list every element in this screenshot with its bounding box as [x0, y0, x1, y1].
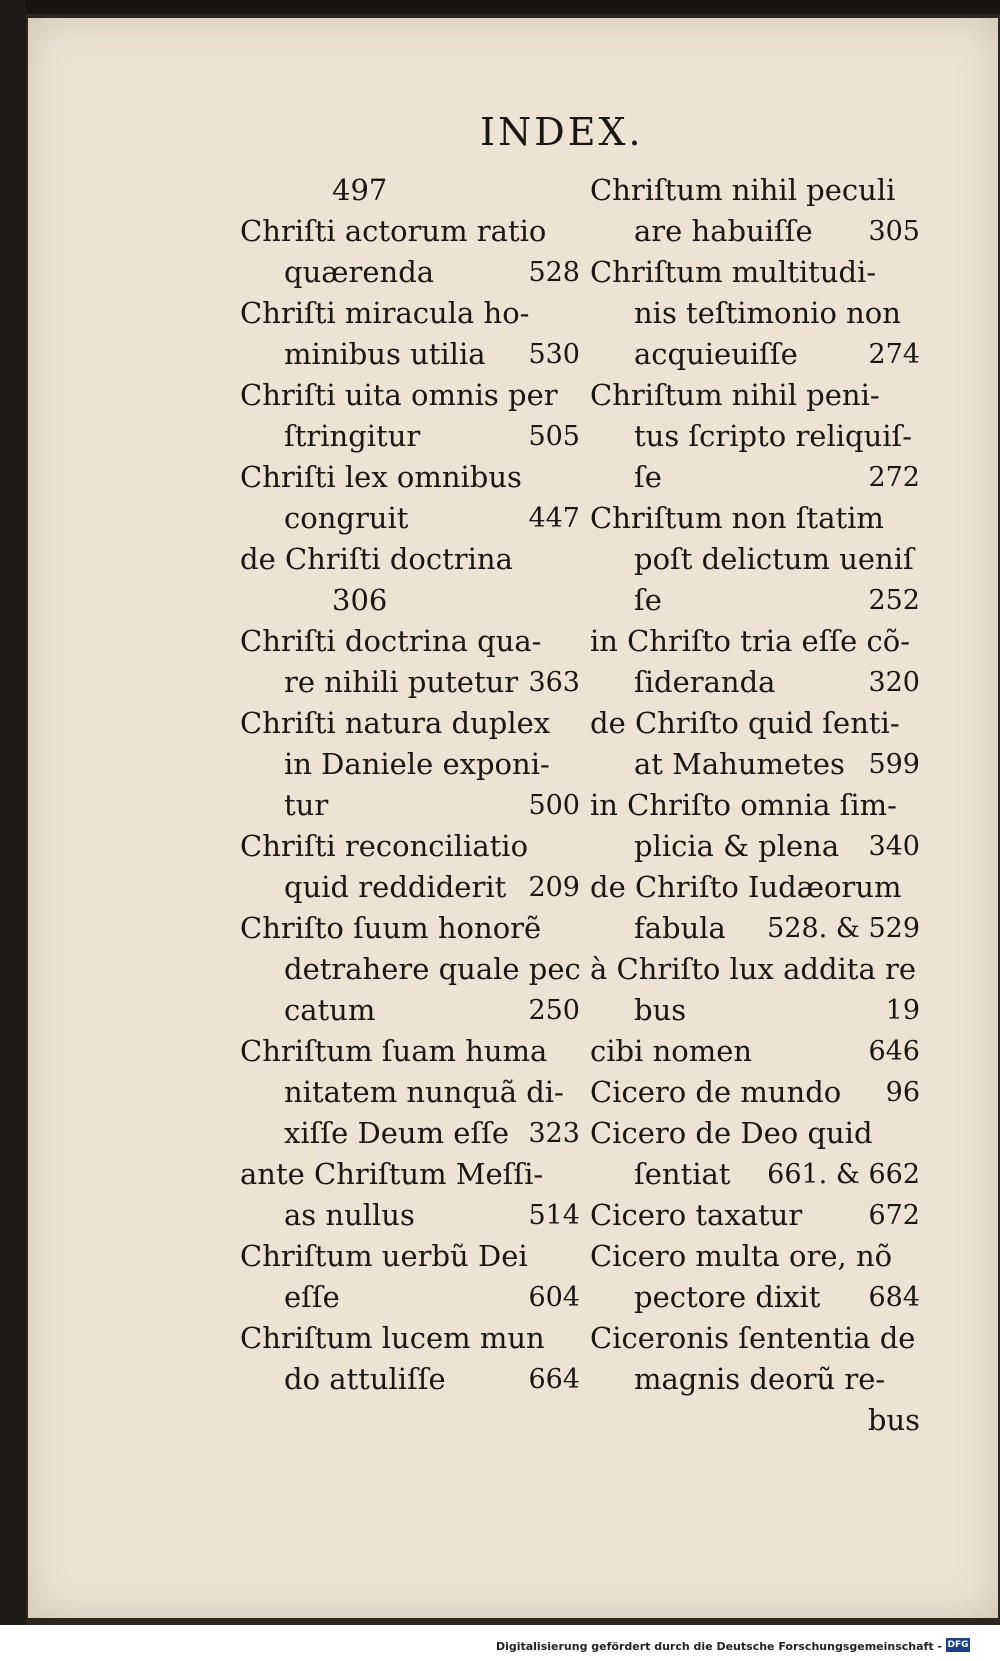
index-entry-line	[590, 908, 920, 949]
index-entry-text: as nullus	[284, 1198, 415, 1232]
index-entry-text: eſſe	[284, 1280, 340, 1314]
index-entry-text: xiſſe Deum eſſe	[284, 1116, 510, 1150]
index-entry-text: poſt delictum ueniſ	[634, 542, 914, 576]
index-entry-text: ſtringitur	[284, 419, 421, 453]
index-entry-text: in Chriſto tria eſſe cõ-	[590, 624, 911, 658]
index-entry-text: à Chriſto lux addita re	[590, 952, 916, 986]
index-page-number: 323	[528, 1118, 580, 1149]
index-entry-text: cibi nomen	[590, 1034, 753, 1068]
index-entry-text: Ciceronis ſententia de	[590, 1321, 916, 1355]
index-entry-line	[590, 293, 920, 334]
index-page-number: 528	[528, 257, 580, 288]
index-entry-line	[590, 744, 920, 785]
index-entry-text: Chriſti lex omnibus	[240, 460, 522, 494]
index-entry-text: Cicero taxatur	[590, 1198, 803, 1232]
index-entry-text: Chriſti miracula ho-	[240, 296, 530, 330]
index-entry-line	[590, 1113, 920, 1154]
index-page-number: 505	[528, 421, 580, 452]
index-page-number: 363	[528, 667, 580, 698]
index-entry-text: magnis deorũ re-	[634, 1362, 886, 1396]
index-entry-text: Chriſti reconciliatio	[240, 829, 529, 863]
index-entry-line	[240, 1318, 580, 1359]
index-page-number: 530	[528, 339, 580, 370]
index-entry-text: pectore dixit	[634, 1280, 821, 1314]
index-page-number: 305	[868, 216, 920, 247]
index-entry-line	[590, 1031, 920, 1072]
index-entry-line	[240, 457, 580, 498]
index-entry-line	[240, 949, 580, 990]
index-entry-text: nis teſtimonio non	[634, 296, 901, 330]
book-spine	[0, 0, 26, 1661]
index-entry-line	[590, 498, 920, 539]
index-entry-text: do attuliſſe	[284, 1362, 446, 1396]
index-entry-line	[590, 375, 920, 416]
index-entry-text: quærenda	[284, 255, 435, 289]
index-entry-line	[590, 416, 920, 457]
index-entry-text: ſe	[634, 583, 662, 617]
index-entry-line	[590, 580, 920, 621]
index-entry-line	[240, 498, 580, 539]
index-entry-text: in Daniele exponi-	[284, 747, 550, 781]
index-entry-line	[240, 1072, 580, 1113]
index-entry-line	[590, 949, 920, 990]
index-entry-line	[590, 867, 920, 908]
index-entry-text: Chriſtum lucem mun	[240, 1321, 545, 1355]
index-entry-line	[590, 334, 920, 375]
index-page-number: 604	[528, 1282, 580, 1313]
index-page-number: 274	[868, 339, 920, 370]
index-entry-text: ſe	[634, 460, 662, 494]
index-entry-line	[240, 416, 580, 457]
index-entry-line	[590, 1318, 920, 1359]
index-entry-line	[240, 867, 580, 908]
index-entry-line	[590, 457, 920, 498]
index-entry-text: Chriſtum multitudi-	[590, 255, 877, 289]
index-page-number: 19	[885, 995, 920, 1026]
index-entry-line	[240, 908, 580, 949]
index-entry-line	[590, 1072, 920, 1113]
index-entry-text: at Mahumetes	[634, 747, 845, 781]
index-entry-text: Chriſtum nihil peni-	[590, 378, 880, 412]
index-entry-line	[590, 703, 920, 744]
index-entry-text: quid reddiderit	[284, 870, 507, 904]
index-entry-text: ſideranda	[634, 665, 776, 699]
index-entry-line	[240, 1031, 580, 1072]
index-entry-line	[240, 621, 580, 662]
index-entry-text: Chriſti uita omnis per	[240, 378, 558, 412]
index-entry-text: Cicero de Deo quid	[590, 1116, 873, 1150]
index-entry-line	[590, 1277, 920, 1318]
index-page-number: 272	[868, 462, 920, 493]
index-entry-line	[240, 785, 580, 826]
index-entry-text: ante Chriſtum Meſſi-	[240, 1157, 544, 1191]
index-entry-text: de Chriſti doctrina	[240, 542, 513, 576]
page-header: INDEX.	[480, 110, 644, 154]
dfg-logo: DFG	[947, 1640, 969, 1650]
index-page-number: 250	[528, 995, 580, 1026]
index-entry-text: re nihili putetur	[284, 665, 519, 699]
index-entry-text: are habuiſſe	[634, 214, 813, 248]
index-entry-line	[240, 744, 580, 785]
index-entry-line	[240, 170, 580, 211]
index-entry-text: 497	[332, 173, 388, 207]
index-entry-text: Chriſti actorum ratio	[240, 214, 547, 248]
index-entry-text: in Chriſto omnia ſim-	[590, 788, 897, 822]
index-column-left	[240, 170, 580, 1400]
index-entry-line	[590, 990, 920, 1031]
index-entry-text: bus	[867, 1403, 920, 1437]
index-entry-text: Cicero de mundo	[590, 1075, 842, 1109]
index-entry-line	[240, 539, 580, 580]
index-column-right	[590, 170, 920, 1441]
index-page-number: 528. & 529	[767, 913, 920, 944]
index-page-number: 447	[528, 503, 580, 534]
index-entry-text: Chriſtum nihil peculi	[590, 173, 896, 207]
index-entry-line	[240, 211, 580, 252]
index-entry-text: Cicero multa ore, nõ	[590, 1239, 893, 1273]
index-entry-text: catum	[284, 993, 376, 1027]
index-entry-text: Chriſtum uerbũ Dei	[240, 1239, 528, 1273]
index-page-number: 209	[528, 872, 580, 903]
index-page-number: 599	[868, 749, 920, 780]
index-page-number: 646	[868, 1036, 920, 1067]
index-entry-text: Chriſtum ſuam huma	[240, 1034, 548, 1068]
index-entry-text: plicia & plena	[634, 829, 840, 863]
index-entry-line	[590, 211, 920, 252]
index-entry-line	[590, 785, 920, 826]
index-entry-line	[240, 252, 580, 293]
index-entry-line	[240, 1359, 580, 1400]
index-entry-text: nitatem nunquã di-	[284, 1075, 564, 1109]
index-entry-line	[240, 990, 580, 1031]
index-entry-line	[240, 375, 580, 416]
index-entry-text: bus	[634, 993, 687, 1027]
index-entry-text: tus ſcripto reliquiſ-	[634, 419, 913, 453]
index-page-number: 500	[528, 790, 580, 821]
index-entry-line	[240, 1113, 580, 1154]
index-page-number: 661. & 662	[767, 1159, 920, 1190]
digitization-credit: Digitalisierung gefördert durch die Deutsche Forschungsgemeinschaft -	[495, 1640, 942, 1653]
index-entry-line	[240, 334, 580, 375]
index-entry-text: Chriſtum non ſtatim	[590, 501, 884, 535]
index-entry-line	[240, 662, 580, 703]
index-page-number: 252	[868, 585, 920, 616]
index-entry-text: de Chriſto Iudæorum	[590, 870, 902, 904]
index-entry-text: minibus utilia	[284, 337, 486, 371]
index-entry-line	[590, 170, 920, 211]
index-entry-text: ſentiat	[634, 1157, 731, 1191]
index-entry-text: Chriſti natura duplex	[240, 706, 551, 740]
index-entry-text: Chriſti doctrina qua-	[240, 624, 542, 658]
index-entry-text: de Chriſto quid ſenti-	[590, 706, 900, 740]
index-entry-line	[590, 1154, 920, 1195]
index-entry-line	[240, 580, 580, 621]
index-entry-line	[240, 1236, 580, 1277]
index-entry-line	[590, 826, 920, 867]
index-entry-line	[590, 1236, 920, 1277]
index-entry-line	[240, 703, 580, 744]
index-page-number: 684	[868, 1282, 920, 1313]
index-page-number: 672	[868, 1200, 920, 1231]
index-page-number: 96	[885, 1077, 920, 1108]
index-entry-line	[590, 1400, 920, 1441]
index-entry-line	[590, 539, 920, 580]
index-entry-text: fabula	[634, 911, 726, 945]
index-entry-line	[590, 252, 920, 293]
index-entry-text: detrahere quale pec	[284, 952, 581, 986]
index-entry-text: tur	[284, 788, 329, 822]
index-entry-line	[590, 662, 920, 703]
index-entry-line	[590, 621, 920, 662]
index-entry-text: congruit	[284, 501, 409, 535]
index-page-number: 514	[528, 1200, 580, 1231]
index-entry-line	[240, 826, 580, 867]
index-entry-text: Chriſto ſuum honorẽ	[240, 911, 542, 945]
index-entry-line	[240, 293, 580, 334]
index-entry-line	[590, 1195, 920, 1236]
scan-top-edge	[0, 0, 1000, 14]
index-page-number: 340	[868, 831, 920, 862]
index-entry-line	[240, 1154, 580, 1195]
index-entry-line	[590, 1359, 920, 1400]
index-page-number: 664	[528, 1364, 580, 1395]
index-entry-text: 306	[332, 583, 388, 617]
index-entry-text: acquieuiſſe	[634, 337, 798, 371]
index-page-number: 320	[868, 667, 920, 698]
index-entry-line	[240, 1277, 580, 1318]
index-entry-line	[240, 1195, 580, 1236]
